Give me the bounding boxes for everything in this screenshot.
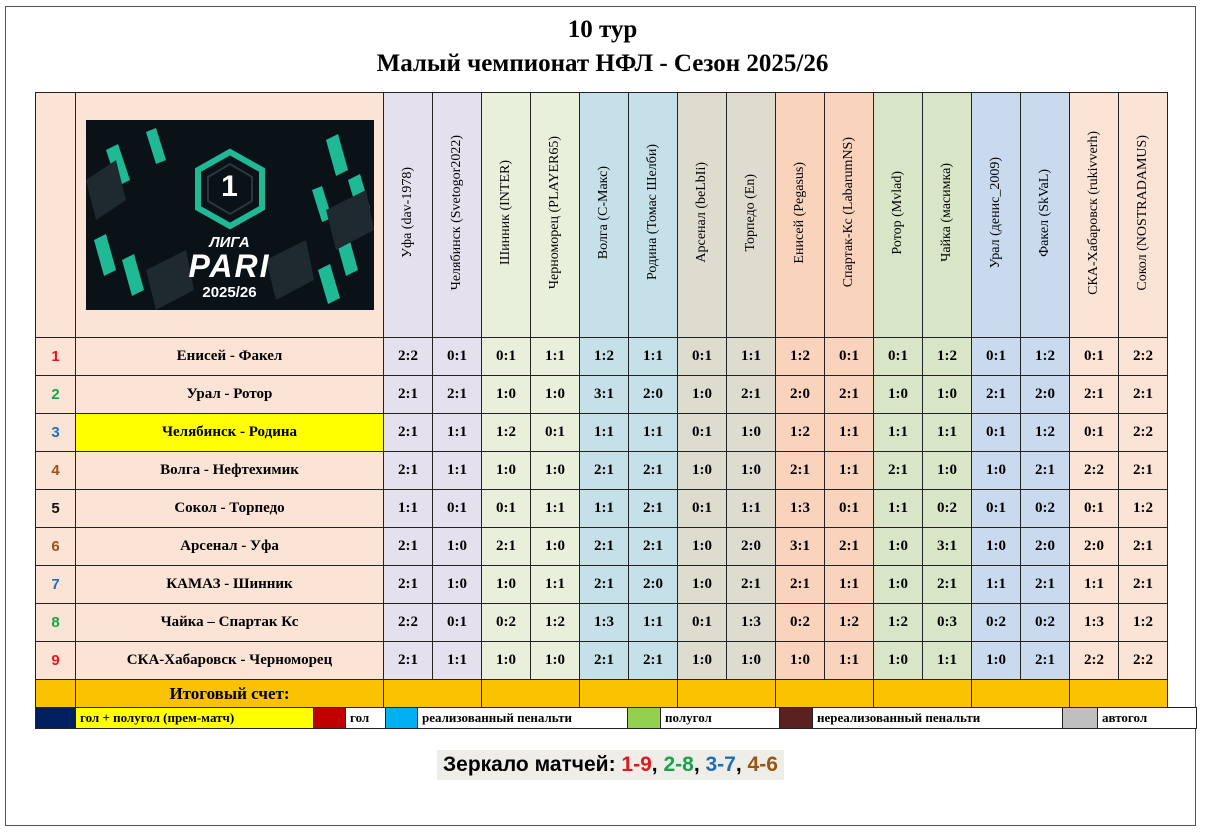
score-cell: 1:0 <box>531 376 580 414</box>
score-cell: 0:1 <box>972 414 1021 452</box>
score-cell: 0:1 <box>531 414 580 452</box>
player-column-header <box>1070 93 1119 338</box>
player-column-header <box>727 93 776 338</box>
score-cell: 2:1 <box>384 566 433 604</box>
score-cell: 1:0 <box>531 642 580 680</box>
match-row <box>36 528 1168 566</box>
mirror-pair: 2-8 <box>663 753 694 776</box>
score-cell: 0:1 <box>482 338 531 376</box>
match-name: Арсенал - Уфа <box>76 528 384 566</box>
score-cell: 1:1 <box>874 414 923 452</box>
match-row <box>36 604 1168 642</box>
mirror-pair: 4-6 <box>747 753 778 776</box>
score-cell: 1:2 <box>1021 338 1070 376</box>
score-cell: 2:1 <box>1119 528 1168 566</box>
player-column-label: Челябинск (Svetogor2022) <box>449 134 464 291</box>
match-number: 5 <box>36 490 76 528</box>
match-name: Сокол - Торпедо <box>76 490 384 528</box>
score-cell: 2:0 <box>1021 376 1070 414</box>
match-row <box>36 338 1168 376</box>
score-cell: 1:1 <box>727 338 776 376</box>
legend-label: реализованный пенальти <box>418 708 628 729</box>
score-cell: 2:1 <box>1119 566 1168 604</box>
score-cell: 1:0 <box>972 642 1021 680</box>
score-cell: 2:1 <box>580 642 629 680</box>
legend-swatch <box>314 708 346 729</box>
score-cell: 2:1 <box>384 528 433 566</box>
score-cell: 0:1 <box>678 338 727 376</box>
player-column-header <box>531 93 580 338</box>
score-cell: 1:2 <box>825 604 874 642</box>
score-cell: 2:0 <box>629 376 678 414</box>
logo-pari: PARI <box>188 248 271 284</box>
match-row <box>36 414 1168 452</box>
score-cell: 1:1 <box>825 414 874 452</box>
player-column-label: Ротор (Mvlad) <box>890 170 905 255</box>
score-cell: 1:1 <box>433 414 482 452</box>
score-cell: 1:1 <box>531 490 580 528</box>
player-column-label: СКА-Хабаровск (rukivverh) <box>1086 130 1101 295</box>
legend-label: гол + полугол (прем-матч) <box>76 708 314 729</box>
player-column-label: Шинник (INTER) <box>498 160 513 265</box>
mirror-pair: 1-9 <box>621 753 652 776</box>
match-row <box>36 452 1168 490</box>
score-cell: 1:0 <box>874 566 923 604</box>
mirror-note <box>437 750 784 780</box>
score-cell: 1:0 <box>482 642 531 680</box>
player-column-header <box>972 93 1021 338</box>
logo-badge: 1 <box>221 170 238 203</box>
score-cell: 2:1 <box>825 528 874 566</box>
score-cell: 3:1 <box>580 376 629 414</box>
score-cell: 1:0 <box>482 376 531 414</box>
mirror-separator: , <box>735 753 748 776</box>
score-cell: 2:1 <box>384 376 433 414</box>
score-cell: 1:1 <box>923 414 972 452</box>
score-cell: 1:0 <box>678 452 727 490</box>
score-cell: 1:1 <box>874 490 923 528</box>
score-cell: 0:1 <box>678 604 727 642</box>
score-cell: 1:3 <box>580 604 629 642</box>
total-score-cell <box>776 680 874 708</box>
total-score-cell <box>874 680 972 708</box>
score-cell: 1:1 <box>825 642 874 680</box>
player-column-label: Родина (Томас Шелби) <box>645 144 660 281</box>
score-cell: 0:2 <box>1021 490 1070 528</box>
score-cell: 2:1 <box>923 566 972 604</box>
score-cell: 0:1 <box>433 604 482 642</box>
score-cell: 1:1 <box>629 338 678 376</box>
score-cell: 1:2 <box>482 414 531 452</box>
score-cell: 0:1 <box>972 490 1021 528</box>
legend-swatch <box>780 708 813 729</box>
corner-cell <box>36 93 76 338</box>
score-cell: 3:1 <box>776 528 825 566</box>
score-cell: 1:0 <box>678 566 727 604</box>
score-cell: 0:1 <box>678 490 727 528</box>
liga-pari-logo <box>86 120 374 310</box>
mirror-label: Зеркало матчей: <box>443 753 622 776</box>
score-cell: 0:1 <box>433 490 482 528</box>
total-score-cell <box>972 680 1070 708</box>
player-column-label: Сокол (NOSTRADAMUS) <box>1135 134 1150 291</box>
score-cell: 0:2 <box>972 604 1021 642</box>
match-name: Енисей - Факел <box>76 338 384 376</box>
score-cell: 2:1 <box>629 528 678 566</box>
player-column-label: Волга (С-Макс) <box>596 165 611 260</box>
score-cell: 0:1 <box>482 490 531 528</box>
score-cell: 2:1 <box>629 452 678 490</box>
score-cell: 2:1 <box>1070 376 1119 414</box>
score-cell: 2:1 <box>580 566 629 604</box>
match-number: 2 <box>36 376 76 414</box>
score-cell: 2:0 <box>776 376 825 414</box>
score-cell: 2:1 <box>580 452 629 490</box>
match-number: 8 <box>36 604 76 642</box>
player-column-header <box>1021 93 1070 338</box>
player-column-label: Уфа (dav-1978) <box>400 167 415 258</box>
round-title: 10 тур <box>567 16 638 43</box>
score-cell: 1:2 <box>1119 490 1168 528</box>
legend-swatch <box>36 708 76 729</box>
totals-label: Итоговый счет: <box>76 680 384 708</box>
score-cell: 0:1 <box>874 338 923 376</box>
score-cell: 2:1 <box>1021 452 1070 490</box>
score-cell: 2:1 <box>629 490 678 528</box>
mirror-separator: , <box>651 753 664 776</box>
total-score-cell <box>580 680 678 708</box>
score-cell: 2:2 <box>1070 452 1119 490</box>
score-cell: 2:1 <box>1119 452 1168 490</box>
score-cell: 1:1 <box>1070 566 1119 604</box>
score-cell: 0:1 <box>1070 338 1119 376</box>
score-cell: 1:0 <box>874 376 923 414</box>
player-column-header <box>776 93 825 338</box>
match-row <box>36 642 1168 680</box>
score-cell: 2:1 <box>825 376 874 414</box>
score-cell: 1:0 <box>727 414 776 452</box>
score-cell: 2:1 <box>384 642 433 680</box>
score-cell: 0:2 <box>776 604 825 642</box>
match-row <box>36 376 1168 414</box>
score-cell: 2:0 <box>629 566 678 604</box>
match-name: Волга - Нефтехимик <box>76 452 384 490</box>
match-number: 9 <box>36 642 76 680</box>
score-cell: 0:1 <box>1070 490 1119 528</box>
score-cell: 0:1 <box>825 338 874 376</box>
score-cell: 1:1 <box>923 642 972 680</box>
score-cell: 1:2 <box>1119 604 1168 642</box>
player-column-label: Арсенал (beLbIi) <box>694 162 709 263</box>
score-cell: 2:1 <box>1021 566 1070 604</box>
score-cell: 2:1 <box>384 452 433 490</box>
score-cell: 1:0 <box>776 642 825 680</box>
score-cell: 1:2 <box>776 338 825 376</box>
player-column-label: Чайка (масимка) <box>939 163 954 262</box>
score-cell: 0:1 <box>678 414 727 452</box>
score-cell: 1:0 <box>874 528 923 566</box>
legend-swatch <box>628 708 661 729</box>
score-cell: 1:0 <box>482 566 531 604</box>
match-name: Урал - Ротор <box>76 376 384 414</box>
score-cell: 1:2 <box>1021 414 1070 452</box>
score-cell: 1:1 <box>825 566 874 604</box>
player-column-header <box>825 93 874 338</box>
score-cell: 0:2 <box>1021 604 1070 642</box>
score-cell: 2:2 <box>384 338 433 376</box>
player-column-header <box>874 93 923 338</box>
score-cell: 1:0 <box>433 566 482 604</box>
score-cell: 1:3 <box>727 604 776 642</box>
total-score-cell <box>482 680 580 708</box>
score-cell: 2:0 <box>1021 528 1070 566</box>
match-row <box>36 566 1168 604</box>
legend-swatch <box>386 708 418 729</box>
score-cell: 1:1 <box>825 452 874 490</box>
score-cell: 2:1 <box>972 376 1021 414</box>
player-column-header <box>629 93 678 338</box>
player-column-header <box>482 93 531 338</box>
match-number: 3 <box>36 414 76 452</box>
logo-season: 2025/26 <box>202 284 257 301</box>
score-cell: 1:0 <box>972 528 1021 566</box>
match-number: 7 <box>36 566 76 604</box>
player-column-label: Енисей (Pegasus) <box>792 161 807 264</box>
match-name: Челябинск - Родина <box>76 414 384 452</box>
player-column-header <box>678 93 727 338</box>
score-cell: 1:0 <box>678 642 727 680</box>
score-cell: 2:1 <box>629 642 678 680</box>
score-cell: 1:1 <box>433 452 482 490</box>
mirror-pair: 3-7 <box>705 753 736 776</box>
legend-label: нереализованный пенальти <box>813 708 1063 729</box>
score-cell: 2:1 <box>776 452 825 490</box>
total-score-cell <box>384 680 482 708</box>
score-cell: 1:0 <box>482 452 531 490</box>
score-cell: 1:0 <box>923 452 972 490</box>
match-number: 1 <box>36 338 76 376</box>
match-number: 4 <box>36 452 76 490</box>
score-cell: 1:0 <box>678 528 727 566</box>
match-name: КАМАЗ - Шинник <box>76 566 384 604</box>
score-cell: 2:1 <box>1021 642 1070 680</box>
championship-title: Малый чемпионат НФЛ - Сезон 2025/26 <box>376 50 829 77</box>
score-cell: 1:0 <box>531 528 580 566</box>
score-cell: 2:1 <box>482 528 531 566</box>
player-column-header <box>433 93 482 338</box>
score-cell: 2:1 <box>1119 376 1168 414</box>
legend-label: полугол <box>661 708 780 729</box>
mirror-separator: , <box>693 753 706 776</box>
score-cell: 2:2 <box>1119 642 1168 680</box>
legend-label: гол <box>346 708 386 729</box>
score-cell: 1:0 <box>531 452 580 490</box>
legend-label: автогол <box>1098 708 1197 729</box>
score-cell: 1:0 <box>972 452 1021 490</box>
score-cell: 2:1 <box>433 376 482 414</box>
score-cell: 2:2 <box>1119 338 1168 376</box>
score-cell: 1:0 <box>923 376 972 414</box>
score-cell: 1:0 <box>433 528 482 566</box>
score-cell: 0:1 <box>825 490 874 528</box>
score-cell: 1:1 <box>433 642 482 680</box>
player-column-header <box>580 93 629 338</box>
score-cell: 2:2 <box>1119 414 1168 452</box>
score-cell: 3:1 <box>923 528 972 566</box>
totals-row <box>36 680 1168 708</box>
score-cell: 0:3 <box>923 604 972 642</box>
score-cell: 2:0 <box>727 528 776 566</box>
player-column-label: Спартак-Кс (LabarumNS) <box>841 137 856 288</box>
score-cell: 1:1 <box>629 414 678 452</box>
logo-cell <box>76 93 384 338</box>
score-cell: 1:1 <box>629 604 678 642</box>
score-cell: 1:1 <box>727 490 776 528</box>
score-cell: 1:1 <box>531 338 580 376</box>
match-name: Чайка – Спартак Кс <box>76 604 384 642</box>
player-column-label: Торпедо (En) <box>743 173 758 252</box>
score-cell: 1:2 <box>580 338 629 376</box>
score-cell: 1:0 <box>874 642 923 680</box>
score-cell: 1:1 <box>580 490 629 528</box>
score-cell: 1:3 <box>776 490 825 528</box>
score-cell: 1:2 <box>874 604 923 642</box>
score-cell: 1:3 <box>1070 604 1119 642</box>
legend-swatch <box>1063 708 1098 729</box>
score-cell: 0:2 <box>482 604 531 642</box>
score-cell: 2:1 <box>874 452 923 490</box>
score-cell: 2:1 <box>384 414 433 452</box>
match-name: СКА-Хабаровск - Черноморец <box>76 642 384 680</box>
player-column-label: Факел (SkVaL) <box>1037 168 1052 257</box>
player-column-label: Черноморец (PLAYER65) <box>547 135 562 290</box>
score-cell: 0:2 <box>923 490 972 528</box>
score-cell: 1:1 <box>531 566 580 604</box>
score-cell: 0:1 <box>433 338 482 376</box>
score-cell: 2:2 <box>1070 642 1119 680</box>
score-cell: 1:1 <box>384 490 433 528</box>
match-number: 6 <box>36 528 76 566</box>
score-cell: 0:1 <box>1070 414 1119 452</box>
score-cell: 2:1 <box>727 566 776 604</box>
totals-corner <box>36 680 76 708</box>
score-cell: 2:2 <box>384 604 433 642</box>
score-cell: 1:2 <box>776 414 825 452</box>
player-column-label: Урал (денис_2009) <box>988 156 1003 269</box>
predictions-table <box>35 92 1168 708</box>
logo-liga: ЛИГА <box>209 234 250 251</box>
score-cell: 1:2 <box>923 338 972 376</box>
score-cell: 1:2 <box>531 604 580 642</box>
score-cell: 1:0 <box>727 642 776 680</box>
total-score-cell <box>678 680 776 708</box>
score-cell: 1:0 <box>678 376 727 414</box>
score-cell: 1:1 <box>972 566 1021 604</box>
total-score-cell <box>1070 680 1168 708</box>
score-cell: 1:1 <box>580 414 629 452</box>
score-cell: 2:1 <box>727 376 776 414</box>
legend-table <box>35 707 1197 729</box>
score-cell: 2:0 <box>1070 528 1119 566</box>
player-column-header <box>384 93 433 338</box>
score-cell: 1:0 <box>727 452 776 490</box>
player-column-header <box>1119 93 1168 338</box>
score-cell: 0:1 <box>972 338 1021 376</box>
player-column-header <box>923 93 972 338</box>
match-row <box>36 490 1168 528</box>
score-cell: 2:1 <box>776 566 825 604</box>
score-cell: 2:1 <box>580 528 629 566</box>
